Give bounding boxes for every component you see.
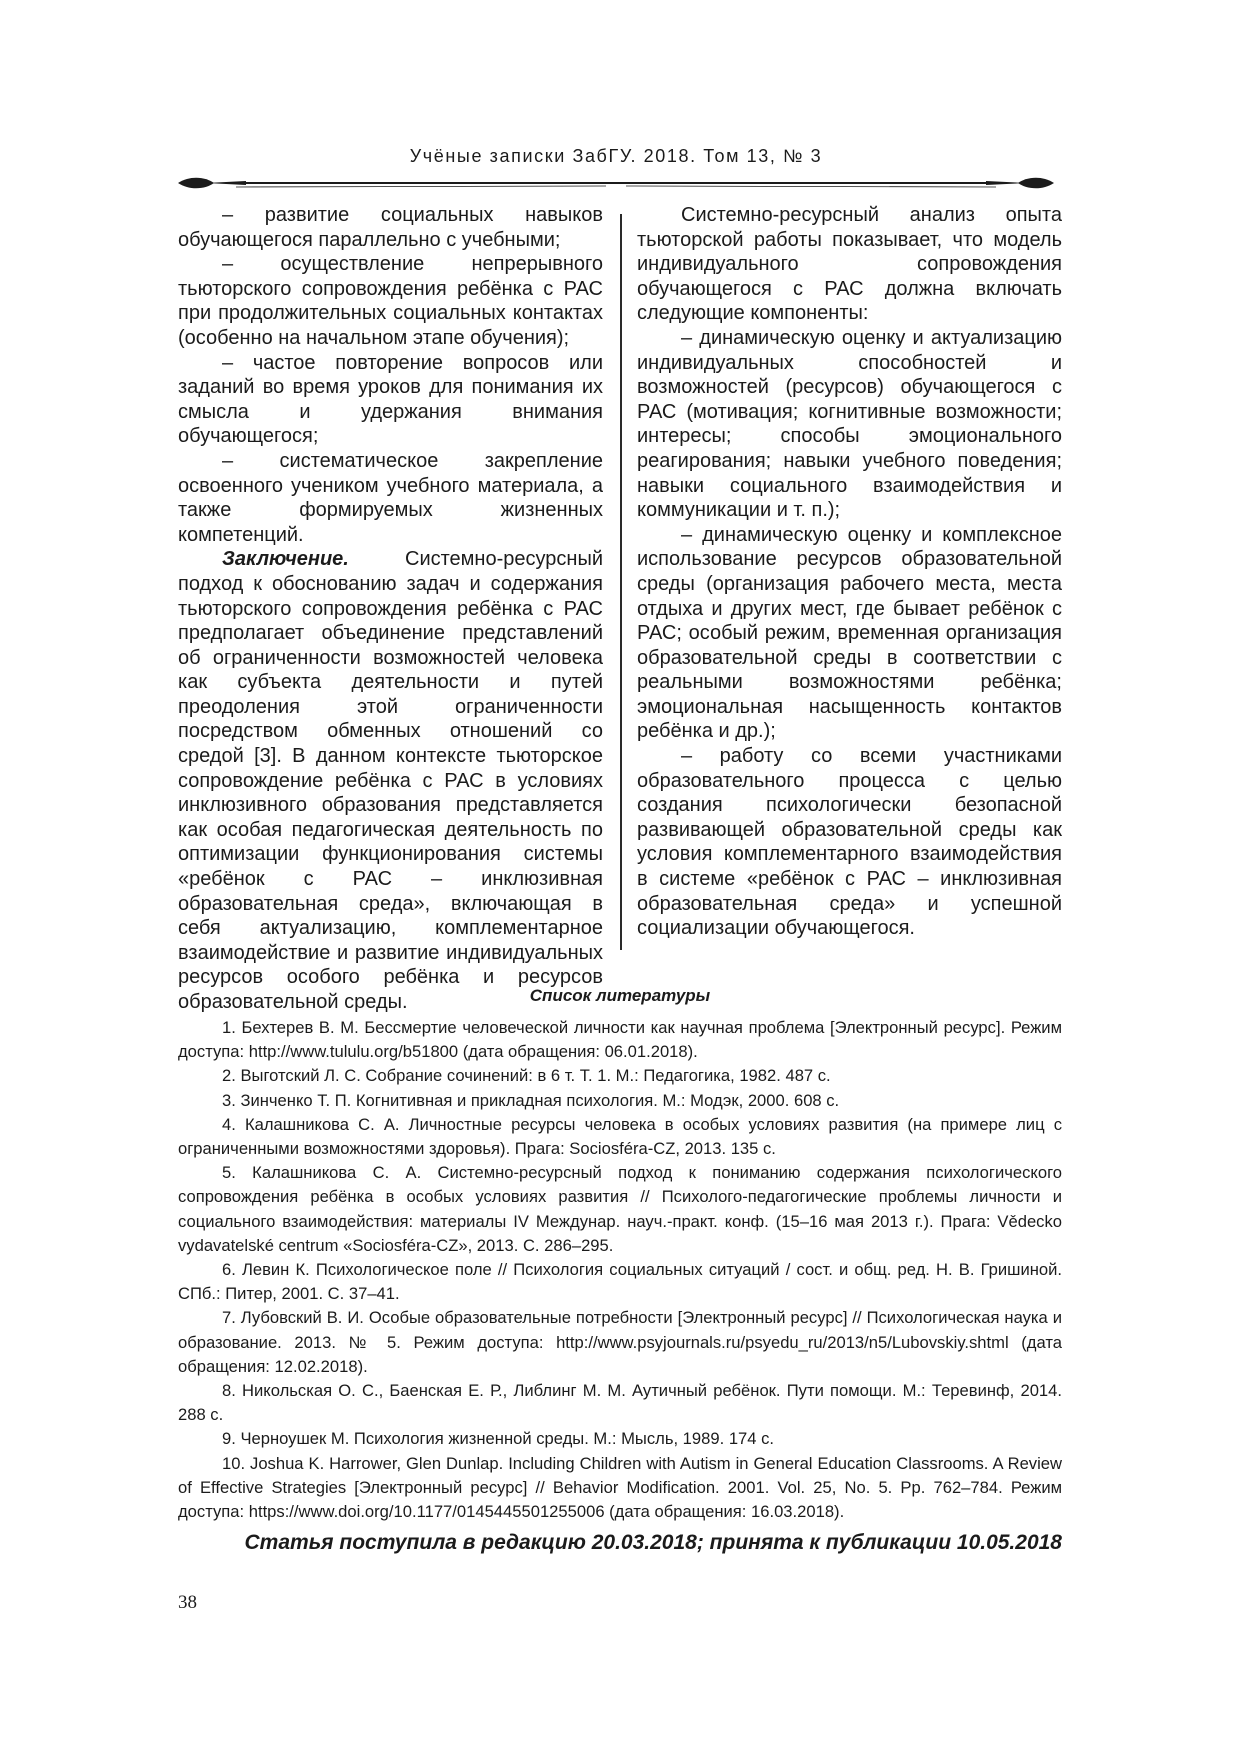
reference-item: 9. Черноушек М. Психология жизненной среды. М.: Мысль, 1989. 174 с. (222, 1429, 775, 1449)
reference-item: 10. Joshua K. Harrower, Glen Dunlap. Including Children with Autism in General Education Classrooms. A Review of Effective Strategies [Электронный ресурс] // Behavior Modification. 2001. Vol. 25, No. 5. Pp. 762–784. Режим доступа: https://www.doi.org/10.1177/0145445501255006 (дата обращения: 16.03.2018). (178, 1453, 1062, 1522)
page-number: 38 (178, 1592, 197, 1613)
right-paragraph: – работу со всеми участниками образовательного процесса с целью создания психологически безопасной развивающей образовательной среды как условия комплементарного взаимодействия в системе «ребёнок с РАС – инклюзивная образовательная среда» и успешной социализации обучающегося. (637, 745, 1062, 940)
running-header (176, 145, 1056, 167)
journal-title: Учёные записки ЗабГУ. 2018. Том 13, № 3 (409, 146, 823, 166)
right-paragraph: Системно-ресурсный анализ опыта тьюторской работы показывает, что модель индивидуального сопровождения обучающегося с РАС должна включать следующие компоненты: (637, 204, 1062, 325)
reference-item: 1. Бехтерев В. М. Бессмертие человеческой личности как научная проблема [Электронный ресурс]. Режим доступа: http://www.tululu.org/b51800 (дата обращения: 06.01.2018). (178, 1018, 1062, 1062)
header-ornament-rule (176, 171, 1056, 195)
reference-item: 2. Выготский Л. С. Собрание сочинений: в 6 т. Т. 1. М.: Педагогика, 1982. 487 с. (222, 1066, 831, 1086)
right-paragraph: – динамическую оценку и комплексное использование ресурсов образовательной среды (организация рабочего места, места отдыха и других мест, где бывает ребёнок с РАС; особый режим, временная организация образовательной среды в соответствии с реальными возможностями ребёнка; эмоциональная насыщенность контактов ребёнка и др.); (637, 523, 1062, 743)
left-paragraph: – осуществление непрерывного тьюторского сопровождения ребёнка с РАС при продолжительных социальных контактах (особенно на начальном этапе обучения); (178, 253, 603, 349)
left-paragraph: – частое повторение вопросов или заданий во время уроков для понимания их смысла и удержания внимания обучающегося; (178, 351, 603, 448)
reference-item: 6. Левин К. Психологическое поле // Психология социальных ситуаций / сост. и общ. ред. Н. В. Гришиной. СПб.: Питер, 2001. С. 37–41. (178, 1260, 1062, 1304)
reference-item: 8. Никольская О. С., Баенская Е. Р., Либлинг М. М. Аутичный ребёнок. Пути помощи. М.: Теревинф, 2014. 288 с. (178, 1381, 1062, 1425)
left-column (178, 203, 603, 1015)
article-received-note: Статья поступила в редакцию 20.03.2018; принята к публикации 10.05.2018 (244, 1531, 1062, 1554)
reference-item: 5. Калашникова С. А. Системно-ресурсный подход к пониманию содержания психологического сопровождения ребёнка в особых условиях развития // Психолого-педагогические проблемы личности и социального взаимодействия: материалы IV Междунар. науч.-практ. конф. (15–16 мая 2013 г.). Прага: Vědecko vydavatelské centrum «Sociosféra-CZ», 2013. С. 286–295. (178, 1163, 1062, 1255)
column-divider (620, 214, 622, 950)
conclusion-text: Системно-ресурсный подход к обоснованию задач и содержания тьюторского сопровождения ребёнка с РАС предполагает объединение представлений об ограниченности возможностей человека как субъекта деятельности и путей преодоления этой ограниченности посредством обменных отношений со средой [3]. В данном контексте тьюторское сопровождение ребёнка с РАС в условиях инклюзивного образования представляется как особая педагогическая деятельность по оптимизации функционирования системы «ребёнок с РАС – инклюзивная образовательная среда», включающая в себя актуализацию, комплементарное взаимодействие и развитие индивидуальных ресурсов особого ребёнка и ресурсов образовательной среды. (178, 548, 603, 1013)
conclusion-lead: Заключение. (222, 548, 349, 571)
reference-item: 3. Зинченко Т. П. Когнитивная и прикладная психология. М.: Модэк, 2000. 608 с. (222, 1090, 840, 1110)
right-column (637, 203, 1062, 941)
left-paragraph: – развитие социальных навыков обучающегося параллельно с учебными; (178, 204, 603, 251)
reference-item: 7. Лубовский В. И. Особые образовательные потребности [Электронный ресурс] // Психологическая наука и образование. 2013. № 5. Режим доступа: http://www.psyjournals.ru/psyedu_ru/2013/n5/Lubovskiy.shtml (дата обращения: 12.02.2018). (178, 1308, 1062, 1376)
references-title: Список литературы (529, 986, 711, 1005)
left-paragraph: – систематическое закрепление освоенного учеником учебного материала, а также формируемых жизненных компетенций. (178, 449, 603, 546)
right-paragraph: – динамическую оценку и актуализацию индивидуальных способностей и возможностей (ресурсов) обучающегося с РАС (мотивация; когнитивные возможности; интересы; способы эмоционального реагирования; навыки учебного поведения; навыки социального взаимодействия и коммуникации и т. п.); (637, 326, 1062, 522)
conclusion-paragraph (178, 547, 603, 1014)
reference-item: 4. Калашникова С. А. Личностные ресурсы человека в особых условиях развития (на примере лиц с ограниченными возможностями здоровья). Прага: Sociosféra-CZ, 2013. 135 с. (178, 1114, 1062, 1159)
references-list (178, 1016, 1062, 1524)
